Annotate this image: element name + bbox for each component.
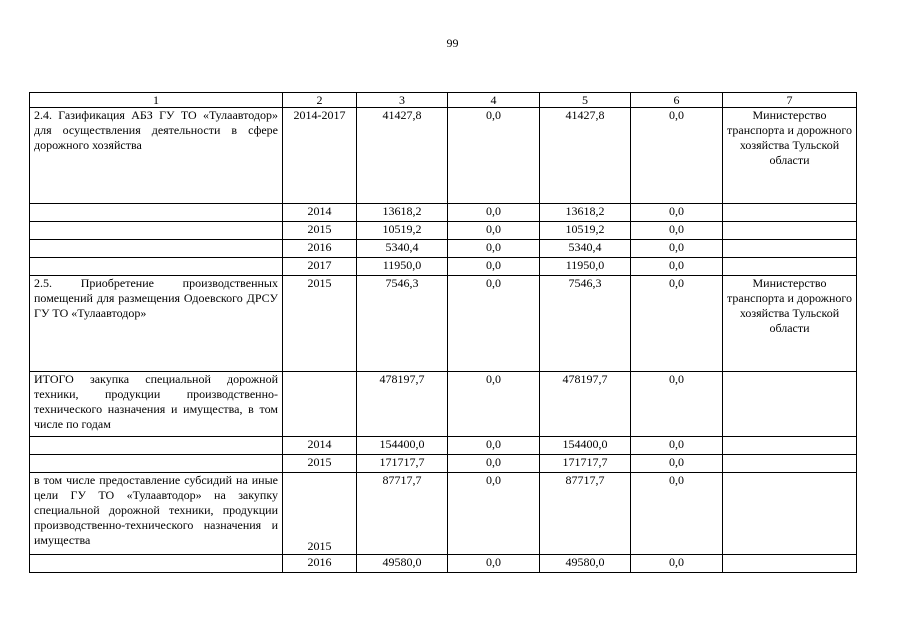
row-value-col5: 171717,7 [540,455,631,473]
row-value-col4: 0,0 [448,258,540,276]
row-value-col4: 0,0 [448,108,540,204]
header-cell: 5 [540,93,631,108]
row-value-col3: 13618,2 [357,204,448,222]
row-description [30,555,283,573]
row-description [30,240,283,258]
row-value-col3: 49580,0 [357,555,448,573]
row-executor: Министерство транспорта и дорожного хозяйства Тульской области [723,276,857,372]
row-description [30,437,283,455]
row-value-col6: 0,0 [631,108,723,204]
row-value-col5: 7546,3 [540,276,631,372]
row-value-col4: 0,0 [448,204,540,222]
table-row [30,455,857,473]
row-value-col5: 10519,2 [540,222,631,240]
row-value-col6: 0,0 [631,240,723,258]
row-value-col3: 171717,7 [357,455,448,473]
row-year: 2016 [283,555,357,573]
header-cell: 3 [357,93,448,108]
row-description: 2.4. Газификация АБЗ ГУ ТО «Тулаавтодор» для осуществления деятельности в сфере дорожного хозяйства [30,108,283,204]
row-executor [723,555,857,573]
row-value-col3: 11950,0 [357,258,448,276]
row-executor: Министерство транспорта и дорожного хозяйства Тульской области [723,108,857,204]
row-executor [723,437,857,455]
row-year: 2015 [283,222,357,240]
row-value-col5: 49580,0 [540,555,631,573]
row-value-col3: 41427,8 [357,108,448,204]
row-executor [723,455,857,473]
row-year: 2016 [283,240,357,258]
table-row [30,473,857,555]
table-row [30,240,857,258]
row-value-col4: 0,0 [448,473,540,555]
header-cell: 6 [631,93,723,108]
row-year: 2017 [283,258,357,276]
row-value-col6: 0,0 [631,276,723,372]
table-row [30,258,857,276]
row-value-col6: 0,0 [631,555,723,573]
row-value-col4: 0,0 [448,372,540,437]
row-value-col6: 0,0 [631,258,723,276]
header-cell: 4 [448,93,540,108]
row-value-col5: 154400,0 [540,437,631,455]
row-value-col6: 0,0 [631,437,723,455]
header-cell: 1 [30,93,283,108]
table-row [30,108,857,204]
row-description: ИТОГО закупка специальной дорожной техники, продукции производственно-технического назначения и имущества, в том числе по годам [30,372,283,437]
row-year: 2015 [283,276,357,372]
table-row [30,204,857,222]
page-number: 99 [446,36,459,50]
header-cell: 7 [723,93,857,108]
row-value-col4: 0,0 [448,555,540,573]
row-value-col4: 0,0 [448,455,540,473]
row-value-col3: 7546,3 [357,276,448,372]
row-executor [723,372,857,437]
table-row [30,555,857,573]
row-value-col3: 10519,2 [357,222,448,240]
row-description [30,204,283,222]
row-value-col4: 0,0 [448,240,540,258]
row-value-col6: 0,0 [631,372,723,437]
row-executor [723,222,857,240]
row-description [30,222,283,240]
row-value-col3: 87717,7 [357,473,448,555]
row-value-col5: 87717,7 [540,473,631,555]
row-value-col6: 0,0 [631,204,723,222]
row-value-col5: 5340,4 [540,240,631,258]
budget-table [29,92,857,573]
row-value-col6: 0,0 [631,473,723,555]
row-value-col4: 0,0 [448,437,540,455]
row-value-col5: 13618,2 [540,204,631,222]
row-year: 2014-2017 [283,108,357,204]
row-description [30,258,283,276]
row-value-col5: 11950,0 [540,258,631,276]
row-executor [723,473,857,555]
row-executor [723,258,857,276]
row-value-col5: 478197,7 [540,372,631,437]
header-row [30,93,857,108]
row-value-col3: 154400,0 [357,437,448,455]
row-executor [723,240,857,258]
row-value-col4: 0,0 [448,276,540,372]
table-row [30,437,857,455]
row-value-col3: 5340,4 [357,240,448,258]
row-executor [723,204,857,222]
row-value-col5: 41427,8 [540,108,631,204]
row-year: 2014 [283,204,357,222]
table-row [30,222,857,240]
row-year: 2014 [283,437,357,455]
table-row [30,276,857,372]
row-value-col3: 478197,7 [357,372,448,437]
row-value-col6: 0,0 [631,455,723,473]
row-value-col4: 0,0 [448,222,540,240]
row-year [283,372,357,437]
table-row [30,372,857,437]
row-description [30,455,283,473]
row-value-col6: 0,0 [631,222,723,240]
header-cell: 2 [283,93,357,108]
row-description: 2.5. Приобретение производственных помещений для размещения Одоевского ДРСУ ГУ ТО «Тулаавтодор» [30,276,283,372]
row-year: 2015 [283,455,357,473]
row-description: в том числе предоставление субсидий на иные цели ГУ ТО «Тулаавтодор» на закупку специальной дорожной техники, продукции производственно-технического назначения и имущества [30,473,283,555]
row-year: 2015 [283,473,357,555]
